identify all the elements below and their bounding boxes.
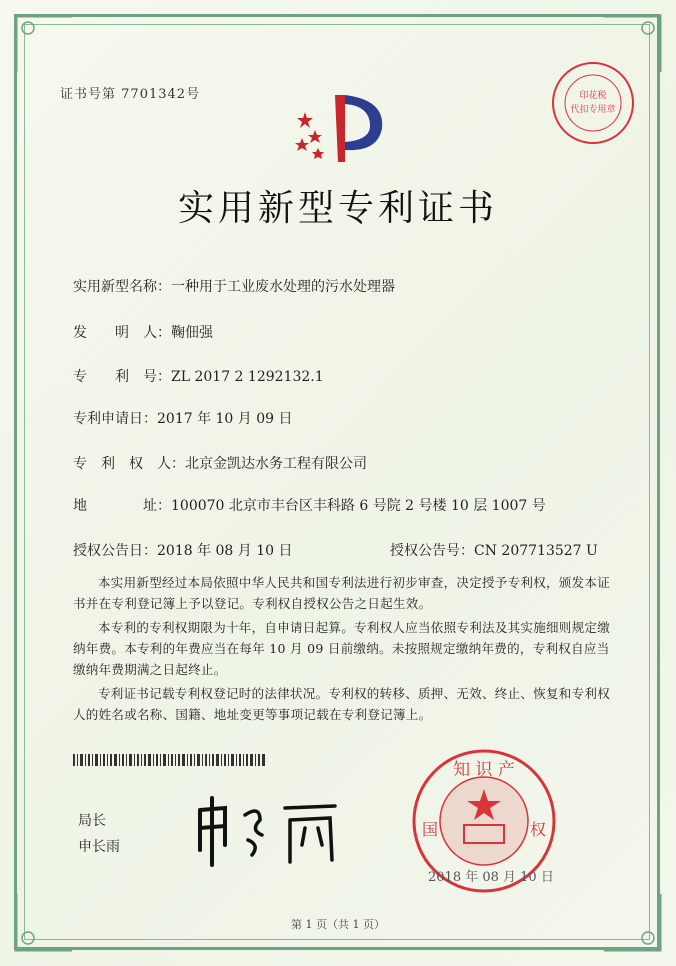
svg-text:印花税: 印花税	[579, 91, 607, 101]
svg-text:代扣专用章: 代扣专用章	[570, 105, 616, 115]
address-row: 地 址：100070 北京市丰台区丰科路 6 号院 2 号楼 10 层 1007 号	[73, 498, 546, 514]
paragraph-2: 本专利的专利权期限为十年，自申请日起算。专利权人应当依照专利法及其实施细则规定缴纳年费。本专利的年费应当在每年 10 月 09 日前缴纳。未按照规定缴纳年费的，专利权自应当缴纳年费期满之日起终止。	[73, 620, 611, 677]
director-name: 申长雨	[78, 839, 120, 855]
grant-number-row: 授权公告号：CN 207713527 U	[390, 543, 598, 559]
seal-date: 2018 年 08 月 10 日	[428, 870, 554, 885]
certificate-number: 证书号第 7701342号	[60, 87, 201, 102]
patentee-row: 专 利 权 人：北京金凯达水务工程有限公司	[73, 456, 367, 472]
svg-text:权: 权	[529, 820, 547, 839]
director-title: 局长	[78, 813, 106, 829]
utility-model-name-row: 实用新型名称：一种用于工业废水处理的污水处理器	[73, 279, 395, 295]
svg-text:知 识 产: 知 识 产	[453, 760, 515, 780]
paragraph-3: 专利证书记载专利权登记时的法律状况。专利权的转移、质押、无效、终止、恢复和专利权人的姓名或名称、国籍、地址变更等事项记载在专利登记簿上。	[73, 686, 611, 722]
svg-text:国: 国	[421, 820, 439, 839]
inventor-row: 发 明 人：鞠佃强	[73, 325, 213, 341]
cnipa-logo	[290, 90, 390, 165]
patent-number-row: 专 利 号：ZL 2017 2 1292132.1	[73, 369, 324, 385]
director-signature	[190, 790, 350, 870]
page-number: 第 1 页（共 1 页）	[291, 918, 385, 931]
filing-date-row: 专利申请日：2017 年 10 月 09 日	[73, 411, 293, 427]
paragraph-1: 本实用新型经过本局依照中华人民共和国专利法进行初步审查，决定授予专利权，颁发本证书并在专利登记簿上予以登记。专利权自授权公告之日起生效。	[73, 575, 611, 611]
corner-ornament-tl	[14, 14, 74, 74]
grant-date-row: 授权公告日：2018 年 08 月 10 日	[73, 543, 293, 559]
certificate-title: 实用新型专利证书	[177, 188, 498, 229]
barcode	[73, 754, 265, 766]
tax-seal-stamp	[545, 58, 641, 148]
